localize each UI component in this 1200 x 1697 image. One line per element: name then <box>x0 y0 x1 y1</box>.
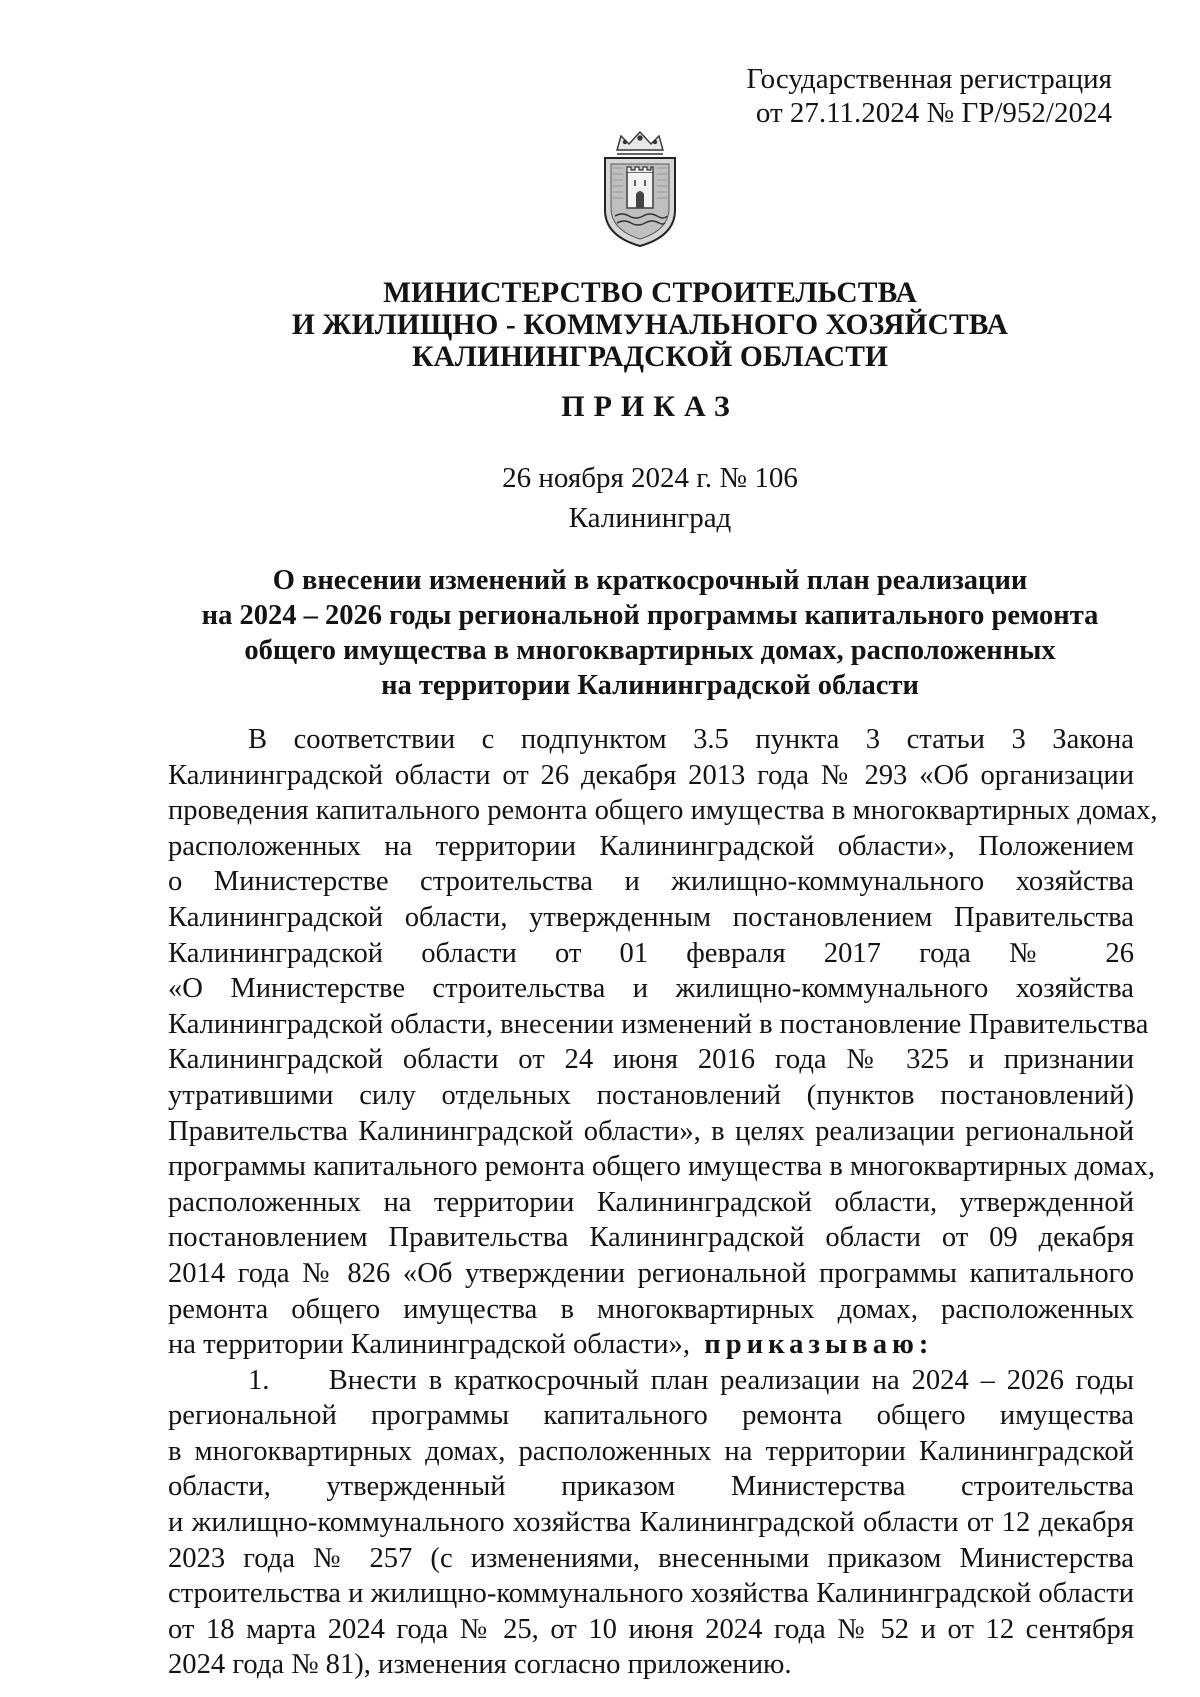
preamble-final-text: на территории Калининградской области», <box>168 1329 690 1361</box>
preamble-line: постановлением Правительства Калининградской области от 09 декабря <box>168 1222 1134 1254</box>
preamble-final-line <box>168 1327 1134 1363</box>
order-date-number: 26 ноября 2024 г. № 106 <box>502 462 798 494</box>
preamble-line: программы капитального ремонта общего имущества в многоквартирных домах, <box>168 1151 1156 1183</box>
ministry-line-3: КАЛИНИНГРАДСКОЙ ОБЛАСТИ <box>411 341 889 373</box>
item-1-line: строительства и жилищно-коммунального хозяйства Калининградской области <box>168 1578 1134 1610</box>
preamble-line: «О Министерстве строительства и жилищно-коммунального хозяйства <box>168 973 1134 1005</box>
preamble-line: расположенных на территории Калининградской области, утвержденной <box>168 1186 1134 1218</box>
preamble-line: Калининградской области, утвержденным постановлением Правительства <box>168 901 1134 933</box>
registration-line-2: от 27.11.2024 № ГР/952/2024 <box>755 97 1112 129</box>
preamble-line: В соответствии с подпунктом 3.5 пункта 3 статьи 3 Закона <box>248 724 1134 755</box>
preamble-line: расположенных на территории Калининградской области», Положением <box>168 830 1134 862</box>
preamble-line: Калининградской области от 24 июня 2016 года № 325 и признании <box>168 1044 1134 1076</box>
state-registration <box>692 62 1112 130</box>
ministry-name <box>150 277 1150 373</box>
item-1-line: 1. Внести в краткосрочный план реализации на 2024 – 2026 годы <box>248 1364 1134 1396</box>
subject-line-3: общего имущества в многоквартирных домах, расположенных <box>244 635 1056 666</box>
subject-line-2: на 2024 – 2026 годы региональной программы капитального ремонта <box>201 600 1099 631</box>
preamble-line: ремонта общего имущества в многоквартирных домах, расположенных <box>168 1293 1134 1325</box>
ministry-line-2: И ЖИЛИЩНО - КОММУНАЛЬНОГО ХОЗЯЙСТВА <box>291 309 1009 341</box>
preamble-line: 2014 года № 826 «Об утверждении региональной программы капитального <box>168 1257 1134 1289</box>
preamble-line: Калининградской области, внесении изменений в постановление Правительства <box>168 1008 1149 1040</box>
order-type-heading: ПРИКАЗ <box>561 390 739 423</box>
registration-line-1: Государственная регистрация <box>746 63 1112 95</box>
preamble-line: проведения капитального ремонта общего имущества в многоквартирных домах, <box>168 795 1158 827</box>
preamble-line: Калининградской области от 26 декабря 2013 года № 293 «Об организации <box>168 759 1134 791</box>
preamble-paragraph <box>168 722 1158 1363</box>
item-1-line: от 18 марта 2024 года № 25, от 10 июня 2024 года № 52 и от 12 сентября <box>168 1613 1134 1645</box>
order-city: Калининград <box>568 502 732 534</box>
item-1-line: региональной программы капитального ремонта общего имущества <box>168 1400 1134 1432</box>
subject-line-4: на территории Калининградской области <box>381 670 919 701</box>
item-1-line: в многоквартирных домах, расположенных на территории Калининградской <box>168 1435 1134 1467</box>
order-date-block <box>150 458 1150 538</box>
order-subject <box>150 563 1150 703</box>
item-1-line: и жилищно-коммунального хозяйства Калининградской области от 12 декабря <box>168 1507 1134 1539</box>
subject-line-1: О внесении изменений в краткосрочный план реализации <box>272 565 1028 596</box>
decree-word: приказываю: <box>704 1329 934 1361</box>
item-1-line: 2024 года № 81), изменения согласно приложению. <box>168 1649 792 1681</box>
preamble-line: Правительства Калининградской области», в целях реализации региональной <box>168 1115 1134 1147</box>
preamble-line: Калининградской области от 01 февраля 2017 года № 26 <box>168 937 1134 969</box>
item-1-line: 2023 года № 257 (с изменениями, внесенными приказом Министерства <box>168 1542 1134 1574</box>
order-body <box>168 722 1158 1683</box>
item-1-line: области, утвержденный приказом Министерства строительства <box>168 1471 1134 1503</box>
preamble-line: о Министерстве строительства и жилищно-коммунального хозяйства <box>168 866 1134 898</box>
ministry-line-1: МИНИСТЕРСТВО СТРОИТЕЛЬСТВА <box>383 277 917 309</box>
preamble-line: утратившими силу отдельных постановлений (пунктов постановлений) <box>168 1079 1134 1111</box>
item-1-paragraph <box>168 1363 1134 1683</box>
coat-of-arms-icon <box>595 128 685 250</box>
